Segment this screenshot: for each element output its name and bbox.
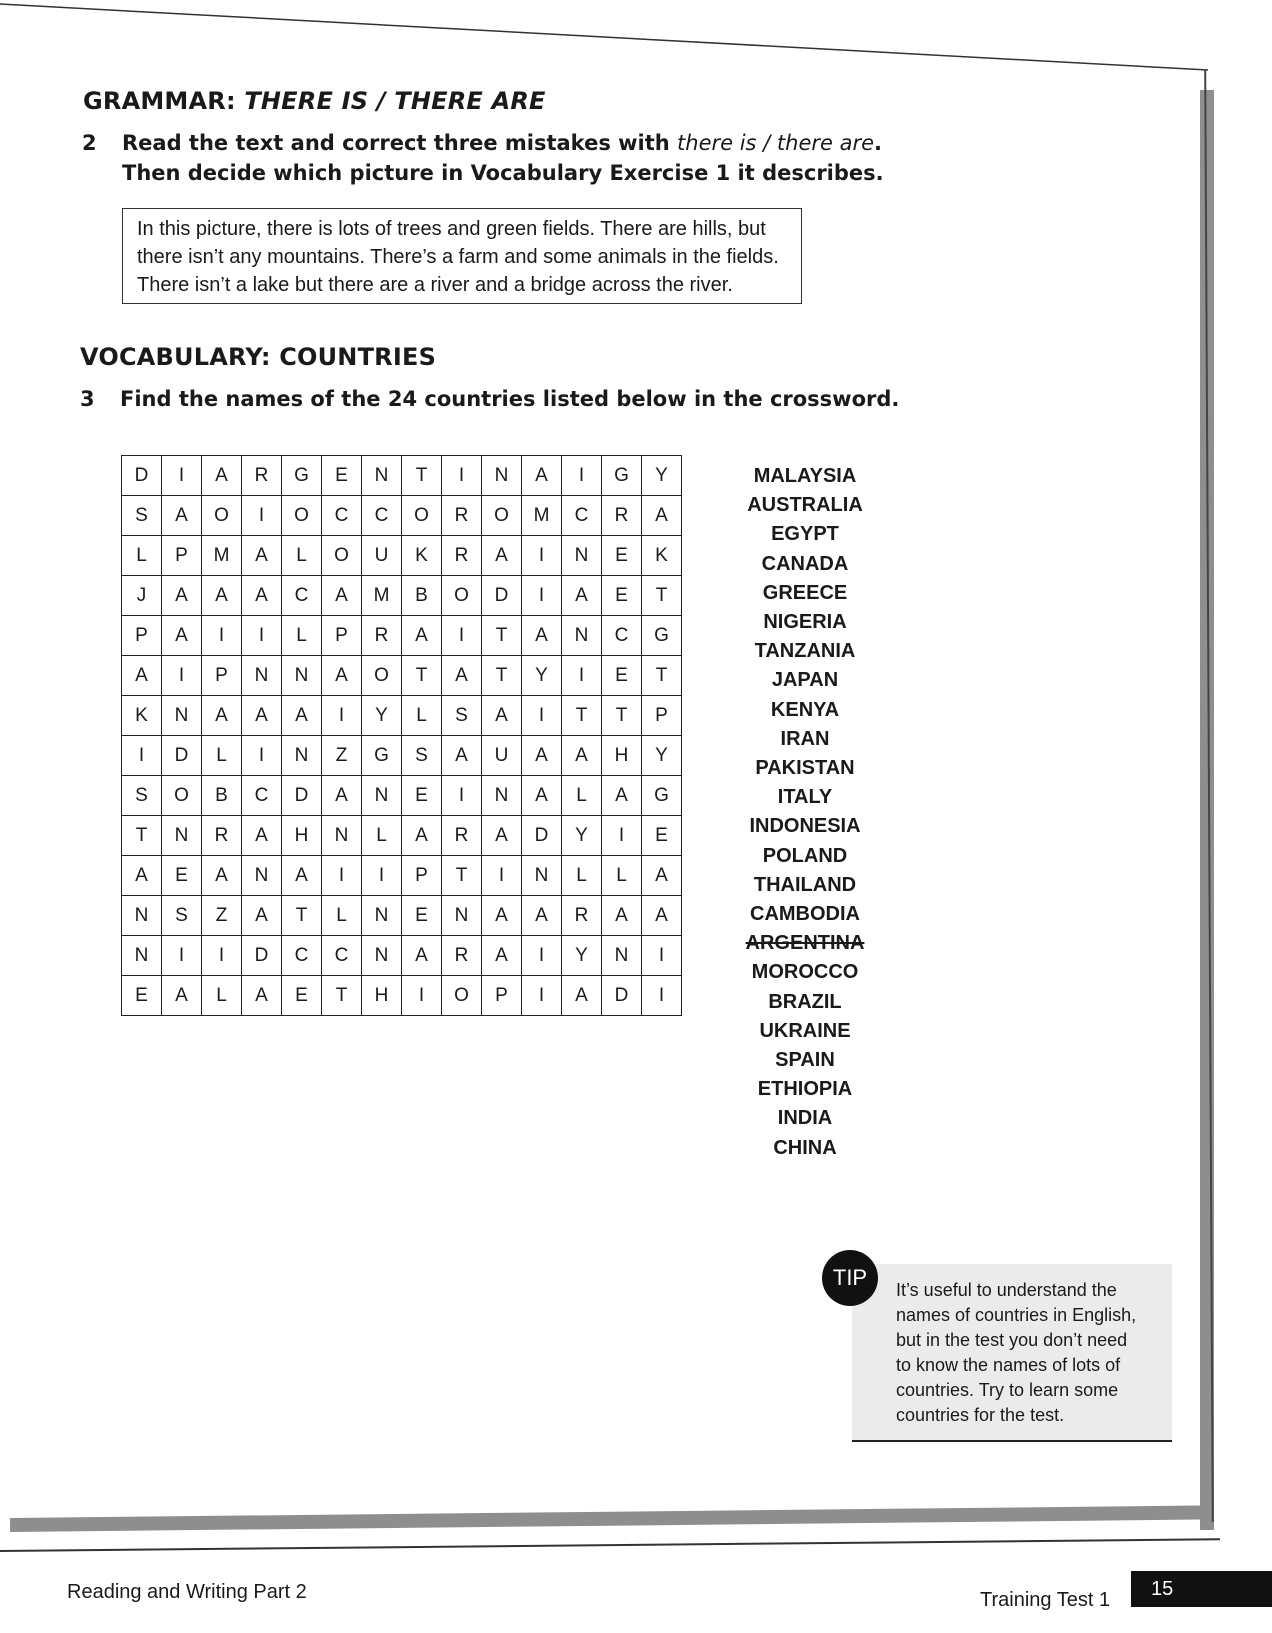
page-number: 15 [1131, 1571, 1272, 1607]
grid-cell: L [202, 736, 242, 776]
grid-cell: E [322, 456, 362, 496]
exercise-number: 3 [80, 387, 95, 411]
grid-cell: A [522, 776, 562, 816]
grid-cell: P [122, 616, 162, 656]
top-page-edge [0, 0, 1220, 80]
country-item: IRAN [780, 727, 830, 750]
grid-cell: T [122, 816, 162, 856]
grid-cell: T [322, 976, 362, 1016]
grid-cell: A [562, 576, 602, 616]
tip-badge: TIP [822, 1250, 878, 1306]
grid-cell: N [522, 856, 562, 896]
grid-cell: O [282, 496, 322, 536]
grid-cell: I [482, 856, 522, 896]
exercise-number: 2 [82, 131, 97, 155]
grid-cell: T [282, 896, 322, 936]
grid-cell: A [442, 736, 482, 776]
grid-cell: O [482, 496, 522, 536]
grid-cell: I [162, 656, 202, 696]
grid-cell: O [442, 576, 482, 616]
grid-cell: A [482, 696, 522, 736]
grid-cell: T [642, 576, 682, 616]
grid-cell: A [242, 536, 282, 576]
grammar-section-title [83, 87, 546, 115]
instruction-line-1 [122, 128, 884, 158]
grid-cell: A [482, 816, 522, 856]
grid-cell: S [162, 896, 202, 936]
grid-cell: I [202, 616, 242, 656]
grid-cell: D [282, 776, 322, 816]
grid-cell: N [162, 816, 202, 856]
grid-cell: C [282, 936, 322, 976]
grid-cell: L [362, 816, 402, 856]
grid-cell: C [322, 496, 362, 536]
grid-cell: A [522, 736, 562, 776]
grid-cell: A [642, 856, 682, 896]
tip-line: to know the names of lots of [896, 1355, 1121, 1375]
country-item: BRAZIL [768, 990, 842, 1013]
grid-cell: N [362, 936, 402, 976]
grid-cell: R [602, 496, 642, 536]
grid-cell: R [202, 816, 242, 856]
grid-cell: A [162, 616, 202, 656]
grid-cell: Z [202, 896, 242, 936]
grid-cell: A [162, 496, 202, 536]
grid-row [122, 496, 682, 536]
grid-cell: O [202, 496, 242, 536]
word-search-grid [121, 455, 682, 1016]
grid-cell: M [202, 536, 242, 576]
grid-cell: O [402, 496, 442, 536]
grid-cell: G [642, 616, 682, 656]
grid-cell: N [282, 656, 322, 696]
grid-cell: E [602, 656, 642, 696]
grid-cell: E [602, 536, 642, 576]
grid-cell: A [522, 456, 562, 496]
grid-cell: H [282, 816, 322, 856]
grid-cell: A [562, 736, 602, 776]
grid-cell: I [402, 976, 442, 1016]
grid-cell: D [482, 576, 522, 616]
grid-cell: A [282, 856, 322, 896]
grid-cell: A [322, 776, 362, 816]
grid-cell: T [402, 456, 442, 496]
grid-cell: I [522, 976, 562, 1016]
country-word-list [735, 462, 875, 1163]
grid-cell: N [362, 456, 402, 496]
grid-cell: O [322, 536, 362, 576]
country-item: ITALY [777, 786, 833, 809]
grid-cell: R [442, 936, 482, 976]
grid-cell: A [442, 656, 482, 696]
page-shadow-bottom [10, 1505, 1210, 1532]
country-item: JAPAN [771, 669, 839, 692]
grid-cell: A [242, 976, 282, 1016]
grid-cell: N [122, 936, 162, 976]
grid-cell: A [322, 656, 362, 696]
grid-cell: S [402, 736, 442, 776]
grid-cell: P [482, 976, 522, 1016]
country-item: MALAYSIA [753, 465, 857, 487]
grid-cell: T [482, 656, 522, 696]
grid-cell: I [522, 936, 562, 976]
instruction-italic: there is / there are [677, 131, 875, 155]
grid-cell: N [482, 456, 522, 496]
grid-cell: D [122, 456, 162, 496]
grid-cell: I [442, 456, 482, 496]
grid-cell: A [642, 896, 682, 936]
grid-cell: I [242, 616, 282, 656]
grid-cell: O [442, 976, 482, 1016]
country-item: SPAIN [775, 1049, 835, 1072]
grid-cell: I [122, 736, 162, 776]
instruction-body [122, 128, 884, 188]
grid-cell: A [482, 536, 522, 576]
grid-cell: P [162, 536, 202, 576]
grid-cell: R [362, 616, 402, 656]
grid-cell: G [602, 456, 642, 496]
grid-cell: A [642, 496, 682, 536]
country-item: CAMBODIA [750, 903, 860, 926]
grid-cell: E [402, 896, 442, 936]
grid-cell: C [602, 616, 642, 656]
country-item: NIGERIA [763, 611, 847, 634]
grid-cell: E [642, 816, 682, 856]
grid-cell: S [442, 696, 482, 736]
country-item: KENYA [770, 698, 840, 721]
grid-cell: I [442, 776, 482, 816]
grid-cell: T [482, 616, 522, 656]
country-item: GREECE [762, 581, 848, 604]
grid-cell: A [242, 576, 282, 616]
grid-cell: O [362, 656, 402, 696]
grid-cell: T [642, 656, 682, 696]
grid-cell: E [282, 976, 322, 1016]
country-item: INDONESIA [749, 815, 861, 838]
grid-cell: K [122, 696, 162, 736]
grid-cell: I [242, 496, 282, 536]
grid-cell: Z [322, 736, 362, 776]
grid-cell: I [362, 856, 402, 896]
grid-cell: I [642, 976, 682, 1016]
tip-line: countries. Try to learn some [896, 1380, 1119, 1400]
grid-cell: T [602, 696, 642, 736]
grid-row [122, 856, 682, 896]
grid-cell: I [602, 816, 642, 856]
country-item: THAILAND [753, 873, 857, 896]
grid-cell: M [362, 576, 402, 616]
grid-cell: L [322, 896, 362, 936]
grid-cell: G [362, 736, 402, 776]
tip-line: It’s useful to understand the [896, 1280, 1117, 1300]
grid-cell: N [242, 656, 282, 696]
tip-line: names of countries in English, [896, 1305, 1137, 1325]
page-edge-bottom [0, 1538, 1220, 1552]
grid-row [122, 456, 682, 496]
grid-cell: D [522, 816, 562, 856]
vocabulary-section-title: VOCABULARY: COUNTRIES [80, 343, 437, 371]
grid-cell: Y [642, 456, 682, 496]
country-item: ARGENTINA [745, 932, 865, 955]
grid-cell: L [282, 616, 322, 656]
grid-cell: C [242, 776, 282, 816]
grid-cell: Y [642, 736, 682, 776]
grid-cell: R [442, 496, 482, 536]
grammar-title-focus: THERE IS / THERE ARE [244, 87, 546, 115]
grid-cell: H [602, 736, 642, 776]
grid-cell: I [522, 696, 562, 736]
grid-cell: R [442, 816, 482, 856]
grid-cell: A [522, 896, 562, 936]
tip-line: countries for the test. [896, 1405, 1065, 1425]
grid-cell: D [162, 736, 202, 776]
text-line: There isn’t a lake but there are a river and a bridge across the river. [137, 274, 733, 296]
country-item: POLAND [762, 844, 848, 867]
grid-cell: A [322, 576, 362, 616]
grid-cell: B [202, 776, 242, 816]
grid-cell: S [122, 496, 162, 536]
grid-cell: I [322, 856, 362, 896]
instruction-text: Read the text and correct three mistakes with [122, 131, 678, 155]
grid-cell: K [642, 536, 682, 576]
grid-cell: N [282, 736, 322, 776]
grammar-title-prefix: GRAMMAR: [83, 87, 245, 115]
grid-cell: A [402, 816, 442, 856]
footer-section-label: Reading and Writing Part 2 [67, 1581, 307, 1603]
grid-cell: I [522, 576, 562, 616]
grid-cell: A [202, 856, 242, 896]
grid-cell: A [402, 616, 442, 656]
grid-cell: I [522, 536, 562, 576]
grid-cell: A [602, 896, 642, 936]
grid-cell: U [482, 736, 522, 776]
grid-cell: P [642, 696, 682, 736]
vocabulary-exercise-instruction [80, 384, 900, 416]
grid-cell: L [562, 776, 602, 816]
grid-cell: C [282, 576, 322, 616]
grid-cell: Y [362, 696, 402, 736]
country-item: PAKISTAN [755, 757, 855, 780]
grid-cell: A [202, 576, 242, 616]
grid-cell: A [242, 696, 282, 736]
grid-cell: I [162, 936, 202, 976]
grid-cell: A [162, 576, 202, 616]
grid-cell: L [562, 856, 602, 896]
grid-cell: A [202, 456, 242, 496]
country-item: INDIA [777, 1107, 833, 1130]
grid-cell: N [562, 536, 602, 576]
grid-cell: J [122, 576, 162, 616]
grid-cell: A [562, 976, 602, 1016]
country-item: EGYPT [771, 523, 839, 546]
grid-cell: G [282, 456, 322, 496]
grid-cell: R [562, 896, 602, 936]
grid-cell: N [362, 776, 402, 816]
grid-cell: N [122, 896, 162, 936]
grid-cell: I [202, 936, 242, 976]
tip-box [852, 1264, 1172, 1442]
grid-cell: P [202, 656, 242, 696]
grid-cell: K [402, 536, 442, 576]
grid-cell: G [642, 776, 682, 816]
grid-cell: A [242, 896, 282, 936]
grid-cell: N [242, 856, 282, 896]
grid-cell: E [602, 576, 642, 616]
grid-row [122, 976, 682, 1016]
grid-cell: A [122, 856, 162, 896]
text-line: there isn’t any mountains. There’s a farm and some animals in the fields. [137, 246, 779, 268]
grid-row [122, 576, 682, 616]
footer-test-label: Training Test 1 [980, 1589, 1111, 1611]
grid-cell: I [562, 656, 602, 696]
reading-text-box [122, 208, 802, 304]
instruction-text-end: . [874, 131, 883, 155]
grid-cell: N [162, 696, 202, 736]
grid-cell: A [122, 656, 162, 696]
grid-cell: P [402, 856, 442, 896]
grid-cell: A [162, 976, 202, 1016]
grid-cell: H [362, 976, 402, 1016]
grid-cell: T [402, 656, 442, 696]
grid-row [122, 656, 682, 696]
country-item: UKRAINE [759, 1019, 851, 1042]
instruction-line-2: Then decide which picture in Vocabulary Exercise 1 it describes. [122, 161, 884, 185]
grid-cell: Y [562, 936, 602, 976]
grid-cell: N [442, 896, 482, 936]
country-item: ETHIOPIA [757, 1078, 853, 1101]
country-item: TANZANIA [754, 640, 856, 663]
grid-cell: I [322, 696, 362, 736]
grid-cell: S [122, 776, 162, 816]
grid-cell: A [522, 616, 562, 656]
grid-cell: A [282, 696, 322, 736]
text-line: In this picture, there is lots of trees and green fields. There are hills, but [137, 218, 766, 240]
grid-cell: I [162, 456, 202, 496]
grid-cell: R [242, 456, 282, 496]
grid-cell: L [202, 976, 242, 1016]
grid-cell: O [162, 776, 202, 816]
grid-cell: B [402, 576, 442, 616]
grid-cell: A [402, 936, 442, 976]
grid-row [122, 776, 682, 816]
grid-cell: L [602, 856, 642, 896]
grid-cell: D [242, 936, 282, 976]
grid-row [122, 616, 682, 656]
grid-cell: C [362, 496, 402, 536]
grid-cell: N [322, 816, 362, 856]
tip-line: but in the test you don’t need [896, 1330, 1128, 1350]
word-search-grid-body [122, 456, 682, 1016]
grid-cell: A [242, 816, 282, 856]
grid-cell: D [602, 976, 642, 1016]
grid-row [122, 736, 682, 776]
grid-cell: E [402, 776, 442, 816]
grid-cell: N [362, 896, 402, 936]
grid-cell: I [242, 736, 282, 776]
instruction-text: Find the names of the 24 countries listed below in the crossword. [120, 387, 900, 411]
grid-row [122, 816, 682, 856]
country-item: MOROCCO [751, 961, 859, 984]
grid-cell: N [602, 936, 642, 976]
grid-cell: T [562, 696, 602, 736]
country-item: AUSTRALIA [747, 494, 863, 517]
grid-cell: L [282, 536, 322, 576]
grid-row [122, 936, 682, 976]
grid-cell: N [562, 616, 602, 656]
grid-cell: A [202, 696, 242, 736]
grid-cell: C [562, 496, 602, 536]
grid-cell: U [362, 536, 402, 576]
grid-row [122, 696, 682, 736]
grid-cell: Y [562, 816, 602, 856]
country-item: CANADA [761, 552, 849, 575]
country-item: CHINA [773, 1136, 837, 1159]
grid-cell: L [122, 536, 162, 576]
grid-cell: T [442, 856, 482, 896]
grid-cell: I [642, 936, 682, 976]
grid-cell: A [482, 896, 522, 936]
grid-cell: N [482, 776, 522, 816]
grammar-exercise-instruction [82, 128, 884, 190]
grid-cell: L [402, 696, 442, 736]
grid-cell: I [442, 616, 482, 656]
grid-cell: R [442, 536, 482, 576]
grid-cell: Y [522, 656, 562, 696]
grid-cell: M [522, 496, 562, 536]
grid-row [122, 896, 682, 936]
grid-row [122, 536, 682, 576]
grid-cell: C [322, 936, 362, 976]
grid-cell: A [482, 936, 522, 976]
grid-cell: I [562, 456, 602, 496]
grid-cell: P [322, 616, 362, 656]
grid-cell: E [122, 976, 162, 1016]
grid-cell: A [602, 776, 642, 816]
grid-cell: E [162, 856, 202, 896]
